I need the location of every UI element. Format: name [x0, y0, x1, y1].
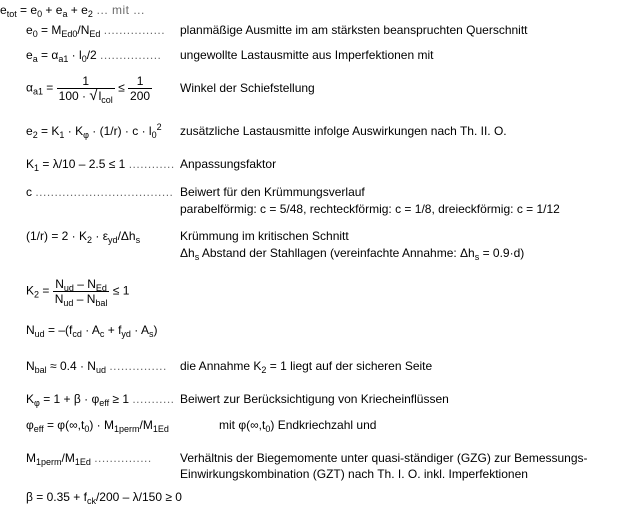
- desc-curvature-1: Krümmung im kritischen Schnitt: [180, 229, 349, 243]
- desc-k1: Anpassungsfaktor: [180, 157, 277, 171]
- desc-ea: ungewollte Lastausmitte aus Imperfektionen mit: [180, 48, 434, 62]
- formula-alpha: $\alpha_{a1}$ = $\frac{1}{100 \cdot √l_{col}}$ ≤ $\frac{1}{200}$: [26, 74, 151, 105]
- formula-beta: $\beta = 0.35 + f_{ck}/200 - \lambda/150 \ge 0$: [26, 490, 182, 506]
- formula-nud: $N_{ud} = -(f_{cd} \cdot A_c + f_{yd} \cdot A_s)$: [26, 323, 158, 339]
- desc-m-ratio-1: Verhältnis der Biegemomente unter quasi-ständiger (GZG) zur Bemessungs-: [180, 451, 588, 465]
- desc-phi-eff: mit $\varphi(\infty,t_0)$ Endkriechzahl und: [219, 418, 377, 434]
- fraction-k2: $\frac{N_{ud} - N_{Ed}}{N_{ud} - N_{bal}}$: [54, 277, 108, 308]
- desc-m-ratio-2: Einwirkungskombination (GZT) nach Th. I. O. inkl. Imperfektionen: [180, 467, 528, 481]
- desc-kphi: Beiwert zur Berücksichtigung von Kriecheinflüssen: [180, 392, 449, 406]
- desc-e0: planmäßige Ausmitte im am stärksten beanspruchten Querschnitt: [180, 23, 528, 37]
- desc-curvature-2: $\Delta h_s$ Abstand der Stahllagen (vereinfachte Annahme: $\Delta h_s = 0.9\cdot d$): [180, 246, 525, 262]
- fraction-alpha-1: $\frac{1}{100 \cdot √l_{col}}$: [58, 74, 113, 105]
- formula-k1: $K_1 = \lambda/10 - 2.5 \le 1$ ............: [26, 157, 175, 173]
- desc-e2: zusätzliche Lastausmitte infolge Auswirkungen nach Th. II. O.: [180, 124, 507, 138]
- formula-nbal: $N_{bal} \approx 0.4 \cdot N_{ud}$ ...............: [26, 359, 167, 375]
- formula-k2: $K_2$ = $\frac{N_{ud} - N_{Ed}}{N_{ud} - N_{bal}}$ ≤ 1: [26, 277, 130, 308]
- formula-curvature: $(1/r) = 2 \cdot K_2 \cdot \varepsilon_{yd}/\Delta h_s$: [26, 229, 141, 245]
- formula-c: c ....................................: [26, 185, 174, 199]
- formula-e2: $e_2 = K_1 \cdot K_\varphi \cdot (1/r) \cdot c \cdot l_0^2$: [26, 122, 162, 140]
- desc-alpha: Winkel der Schiefstellung: [180, 81, 315, 95]
- formula-m-ratio: $M_{1perm}/M_{1Ed}$ ...............: [26, 451, 152, 467]
- desc-c-2: parabelförmig: c = 5/48, rechteckförmig: c = 1/8, dreieckförmig: c = 1/12: [180, 202, 560, 216]
- formula-phi-eff: $\varphi_{eff} = \varphi(\infty,t_0) \cdot M_{1perm}/M_{1Ed}$: [26, 418, 169, 434]
- fraction-alpha-2: $\frac{1}{200}$: [130, 74, 151, 103]
- desc-c-1: Beiwert für den Krümmungsverlauf: [180, 185, 365, 199]
- header-formula: $e_{tot} = e_0 + e_a + e_2$ ... mit ...: [0, 3, 145, 19]
- formula-e0: $e_0 = M_{Ed0}/N_{Ed}$ ................: [26, 23, 166, 39]
- formula-kphi: $K_\varphi = 1 + \beta \cdot \varphi_{eff} \ge 1$ ...........: [26, 392, 175, 408]
- formula-ea: $e_a = \alpha_{a1} \cdot l_0/2$ ................: [26, 48, 162, 64]
- desc-nbal: die Annahme $K_2 = 1$ liegt auf der sicheren Seite: [180, 359, 433, 375]
